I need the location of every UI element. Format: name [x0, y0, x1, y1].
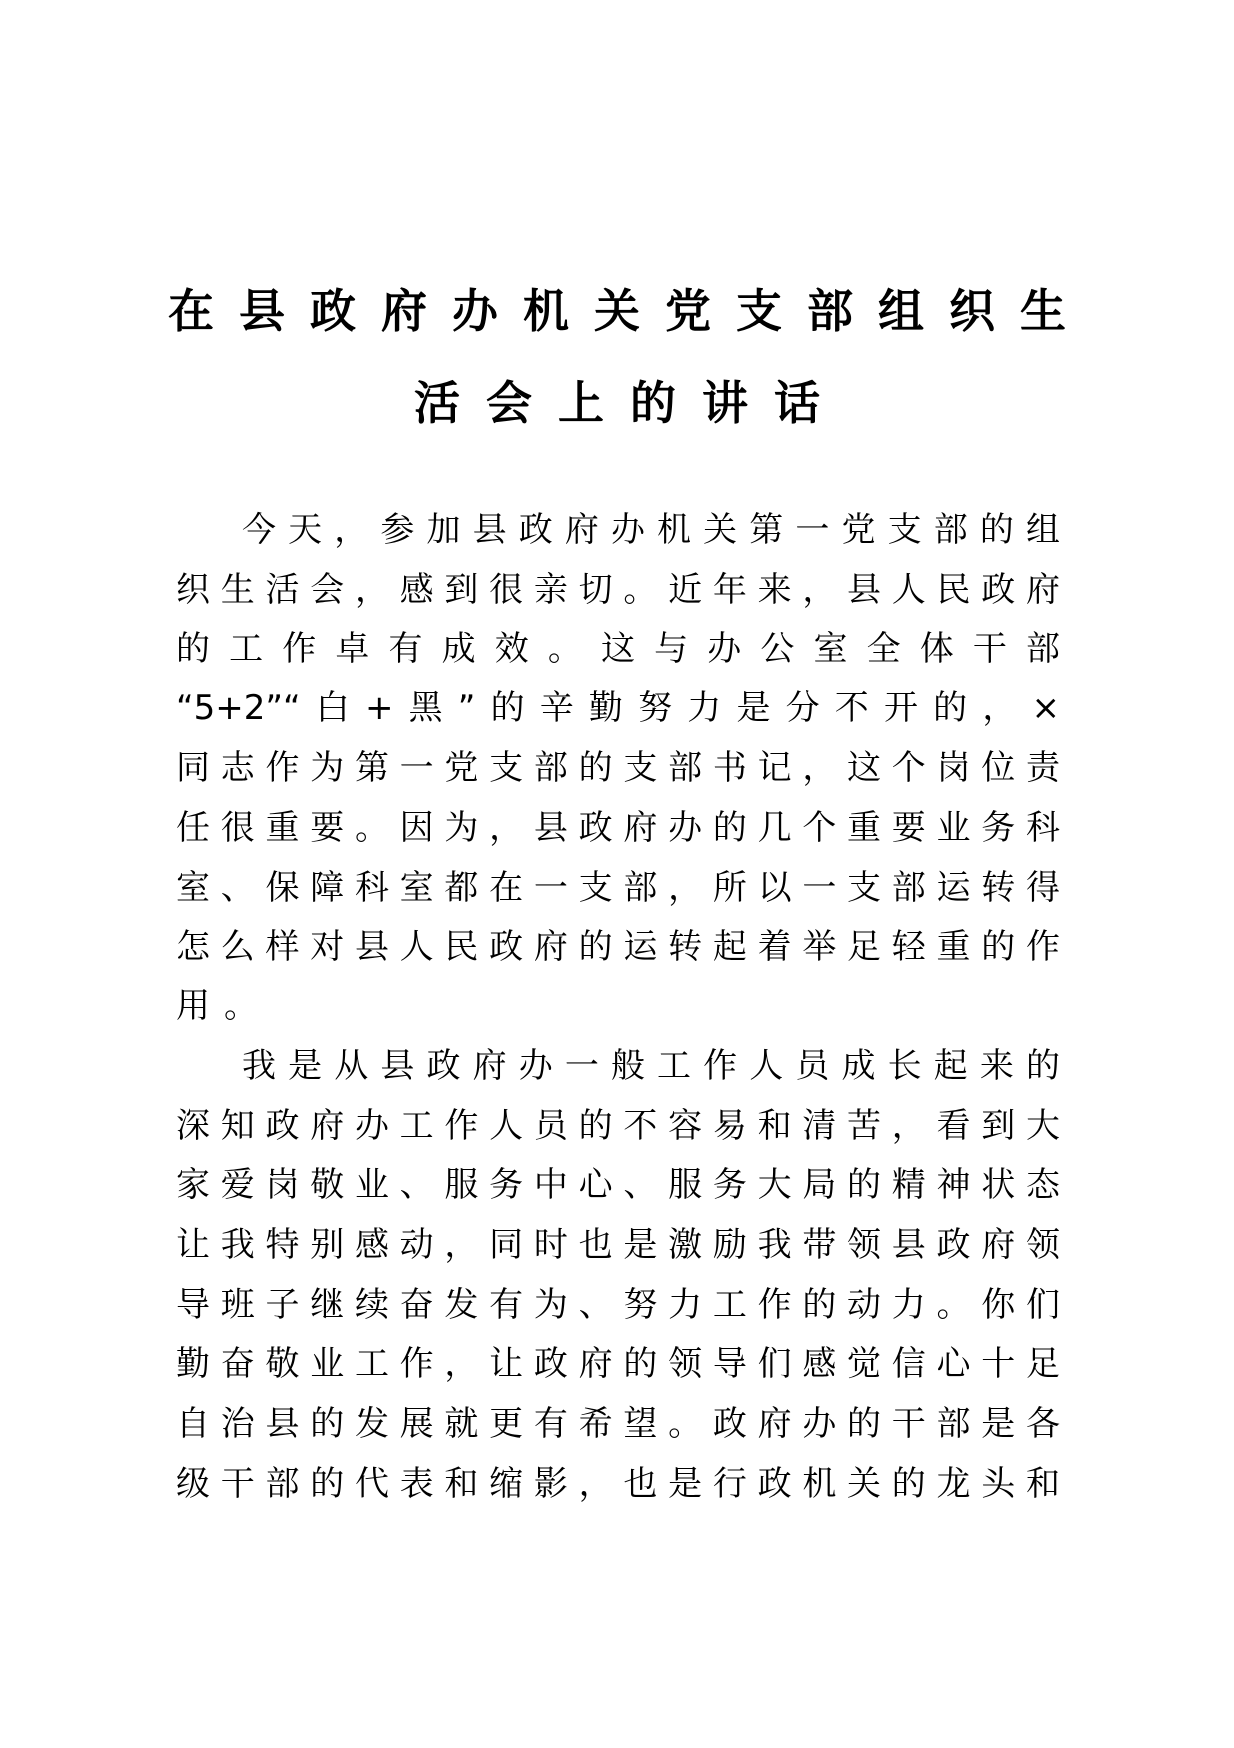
paragraph-2-line-6: 勤奋敬业工作，让政府的领导们感觉信心十足 [176, 1344, 1060, 1384]
paragraph-2-line-1: 我是从县政府办一般工作人员成长起来的 [242, 1046, 1060, 1086]
document-title-line-2: 活会上的讲话 [414, 376, 846, 430]
paragraph-2-line-7: 自治县的发展就更有希望。政府办的干部是各 [176, 1404, 1060, 1444]
paragraph-2-line-4: 让我特别感动，同时也是激励我带领县政府领 [176, 1225, 1060, 1265]
paragraph-1-line-1: 今天，参加县政府办机关第一党支部的组 [242, 510, 1060, 550]
paragraph-1-line-2: 织生活会，感到很亲切。近年来，县人民政府 [176, 570, 1060, 610]
paragraph-1-line-9: 用。 [176, 986, 272, 1026]
paragraph-2-line-2: 深知政府办工作人员的不容易和清苦，看到大 [176, 1106, 1060, 1146]
paragraph-1-line-8: 怎么样对县人民政府的运转起着举足轻重的作 [176, 927, 1060, 967]
paragraph-2-line-8: 级干部的代表和缩影，也是行政机关的龙头和 [176, 1464, 1060, 1504]
paragraph-2-line-5: 导班子继续奋发有为、努力工作的动力。你们 [176, 1285, 1060, 1325]
paragraph-2-line-3: 家爱岗敬业、服务中心、服务大局的精神状态 [176, 1165, 1060, 1205]
paragraph-1-line-6: 任很重要。因为，县政府办的几个重要业务科 [176, 808, 1060, 848]
paragraph-1-line-7: 室、保障科室都在一支部，所以一支部运转得 [176, 868, 1060, 908]
paragraph-1-line-3: 的工作卓有成效。这与办公室全体干部 [176, 629, 1060, 669]
document-title-line-1: 在县政府办机关党支部组织生 [168, 284, 1091, 338]
paragraph-1-line-4: “5+2”“白+黑”的辛勤努力是分不开的，× [176, 688, 1060, 728]
paragraph-1-line-5: 同志作为第一党支部的支部书记，这个岗位责 [176, 748, 1060, 788]
